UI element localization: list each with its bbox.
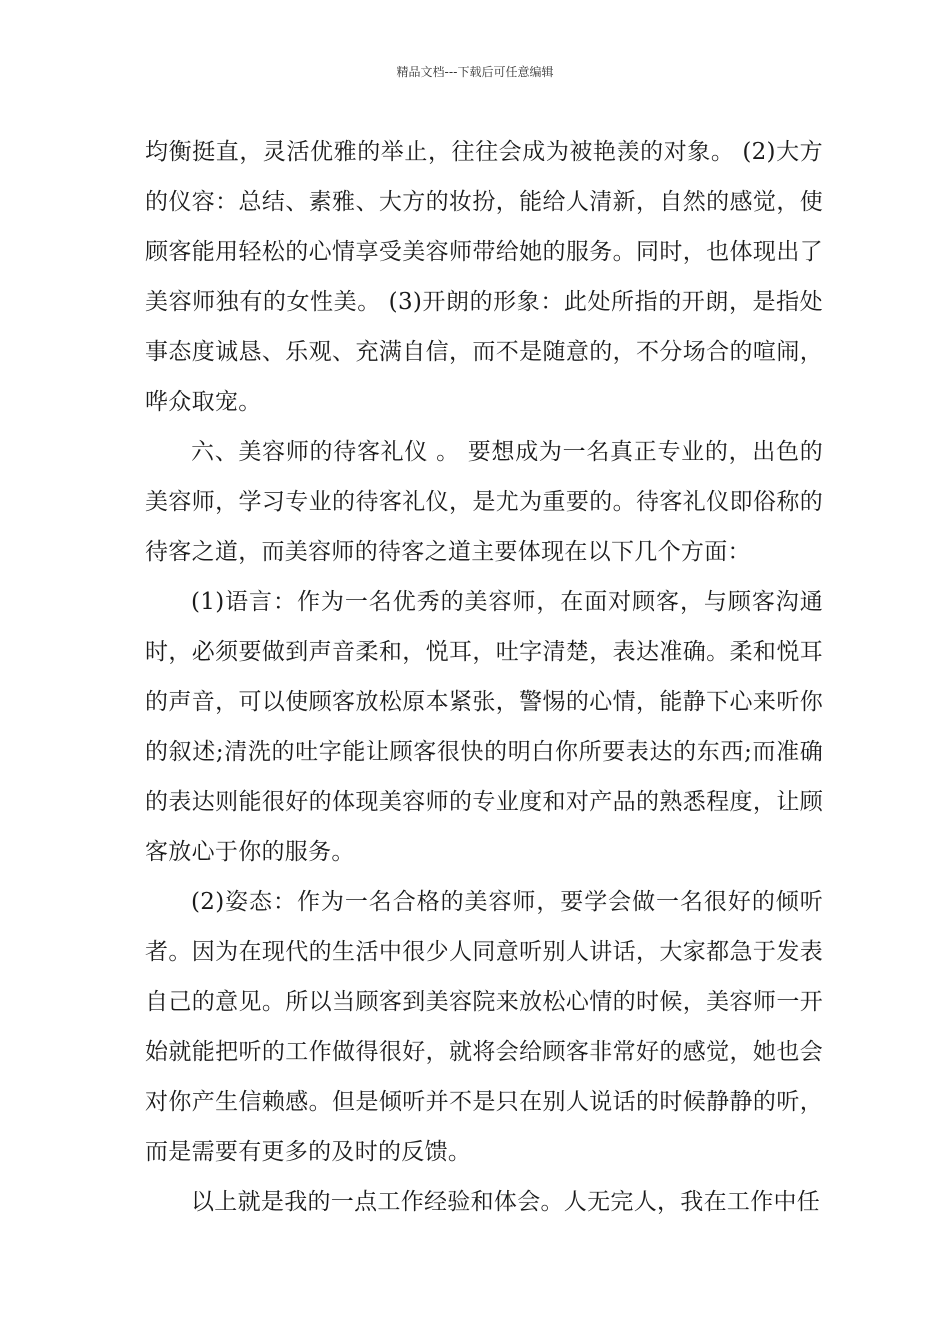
page-header: 精品文档---下载后可任意编辑 — [396, 65, 554, 79]
paragraph-conclusion: 以上就是我的一点工作经验和体会。人无完人，我在工作中任 — [191, 1189, 821, 1215]
paragraph-appearance: 均衡挺直，灵活优雅的举止，往往会成为被艳羡的对象。 (2)大方的仪容：总结、素雅、大方的妆扮，能给人清新，自然的感觉，使顾客能用轻松的心情享受美容师带给她的服务。同时，也体现出了美容师独有的女性美。 (3)开朗的形象：此处所指的开朗，是指处事态度诚恳、乐观、充满自信，而不是随意的，不分场合的喧闹，哗众取宠。 — [145, 139, 823, 415]
paragraph-language: (1)语言：作为一名优秀的美容师，在面对顾客，与顾客沟通时，必须要做到声音柔和，悦耳，吐字清楚，表达准确。柔和悦耳的声音，可以使顾客放松原本紧张，警惕的心情，能静下心来听你的叙述;清洗的吐字能让顾客很快的明白你所要表达的东西;而准确的表达则能很好的体现美容师的专业度和对产品的熟悉程度，让顾客放心于你的服务。 — [145, 589, 823, 865]
paragraph-etiquette-heading: 六、美容师的待客礼仪 。 要想成为一名真正专业的，出色的美容师，学习专业的待客礼仪，是尤为重要的。待客礼仪即俗称的待客之道，而美容师的待客之道主要体现在以下几个方面： — [145, 439, 823, 565]
document-body — [145, 127, 823, 1227]
paragraph-posture: (2)姿态：作为一名合格的美容师，要学会做一名很好的倾听者。因为在现代的生活中很少人同意听别人讲话，大家都急于发表自己的意见。所以当顾客到美容院来放松心情的时候，美容师一开始就能把听的工作做得很好，就将会给顾客非常好的感觉，她也会对你产生信赖感。但是倾听并不是只在别人说话的时候静静的听，而是需要有更多的及时的反馈。 — [145, 889, 823, 1165]
